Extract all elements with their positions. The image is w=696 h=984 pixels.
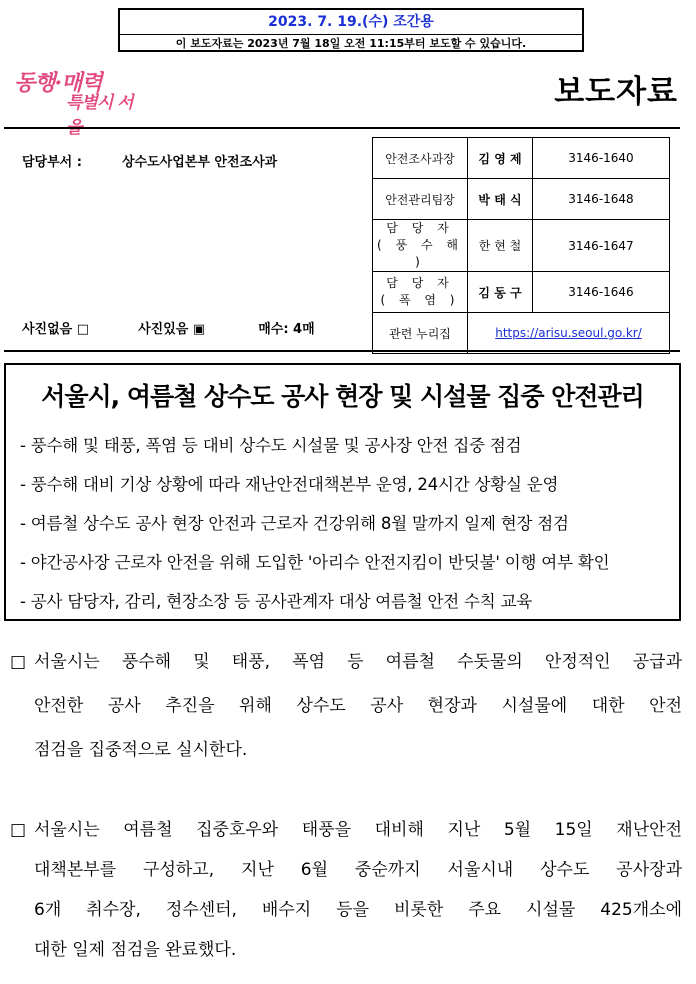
contact-name: 김 동 구 — [468, 272, 533, 313]
headline: 서울시, 여름철 상수도 공사 현장 및 시설물 집중 안전관리 — [41, 382, 644, 411]
logo-line-1: 동행·매력 — [14, 70, 102, 96]
summary-bullet: - 여름철 상수도 공사 현장 안전과 근로자 건강위해 8월 말까지 일제 현장 점검 — [20, 514, 569, 533]
paragraph-line: 서울시는 풍수해 및 태풍, 폭염 등 여름철 수돗물의 안정적인 공급과 — [34, 652, 682, 672]
embargo-date: 2023. 7. 19.(수) 조간용 — [120, 10, 582, 35]
contact-phone: 3146-1640 — [533, 138, 670, 179]
contact-role: 안전조사과장 — [373, 138, 468, 179]
paragraph-marker: □ — [10, 820, 27, 840]
website-row — [373, 313, 670, 354]
paragraph-line: 대책본부를 구성하고, 지난 6월 중순까지 서울시내 상수도 공사장과 — [34, 860, 682, 880]
summary-bullet: - 야간공사장 근로자 안전을 위해 도입한 '아리수 안전지킴이 반딧불' 이행 여부 확인 — [20, 553, 610, 572]
contact-role: 안전관리팀장 — [373, 179, 468, 220]
seoul-logo — [14, 66, 144, 138]
body-paragraph — [10, 640, 682, 780]
website-cell — [468, 313, 670, 354]
logo-line-2: 특별시 서울 — [66, 93, 133, 138]
paragraph-line: 안전한 공사 추진을 위해 상수도 공사 현장과 시설물에 대한 안전 — [34, 696, 682, 716]
paragraph-marker: □ — [10, 652, 27, 672]
contact-row — [373, 220, 670, 272]
summary-bullet: - 풍수해 및 태풍, 폭염 등 대비 상수도 시설물 및 공사장 안전 집중 점검 — [20, 436, 522, 455]
department-value: 상수도사업본부 안전조사과 — [122, 155, 278, 170]
department-label: 담당부서 : — [22, 155, 82, 170]
contact-row — [373, 179, 670, 220]
body-paragraph — [10, 808, 682, 984]
photo-yes: 사진있음 ▣ — [138, 322, 206, 337]
contact-role: 담 당 자 ( 폭 염 ) — [373, 272, 468, 313]
embargo-notice: 이 보도자료는 2023년 7월 18일 오전 11:15부터 보도할 수 있습니다. — [175, 37, 527, 50]
website-label: 관련 누리집 — [373, 313, 468, 354]
contact-name: 한 현 철 — [468, 220, 533, 272]
contact-name: 박 태 식 — [468, 179, 533, 220]
contact-table — [372, 137, 670, 354]
embargo-box — [118, 8, 584, 52]
contact-role: 담 당 자 ( 풍 수 해 ) — [373, 220, 468, 272]
photo-none: 사진없음 □ — [22, 322, 90, 337]
divider-middle — [4, 350, 680, 352]
paragraph-line: 서울시는 여름철 집중호우와 태풍을 대비해 지난 5월 15일 재난안전 — [34, 820, 682, 840]
paragraph-line: 점검을 집중적으로 실시한다. — [34, 740, 248, 760]
paragraph-line: 대한 일제 점검을 완료했다. — [34, 940, 237, 960]
press-release-title: 보도자료 — [554, 74, 678, 110]
contact-row — [373, 138, 670, 179]
contact-phone: 3146-1646 — [533, 272, 670, 313]
contact-phone: 3146-1648 — [533, 179, 670, 220]
divider-top — [4, 127, 680, 129]
contact-name: 김 영 제 — [468, 138, 533, 179]
summary-bullet: - 공사 담당자, 감리, 현장소장 등 공사관계자 대상 여름철 안전 수칙 교육 — [20, 592, 533, 611]
paragraph-line: 6개 취수장, 정수센터, 배수지 등을 비롯한 주요 시설물 425개소에 — [34, 900, 682, 920]
photo-info — [22, 318, 315, 337]
website-link[interactable]: https://arisu.seoul.go.kr/ — [495, 326, 642, 340]
photo-count: 매수: 4매 — [258, 322, 315, 337]
headline-box — [4, 363, 681, 621]
contact-row — [373, 272, 670, 313]
summary-bullet: - 풍수해 대비 기상 상황에 따라 재난안전대책본부 운영, 24시간 상황실 운영 — [20, 475, 559, 494]
contact-phone: 3146-1647 — [533, 220, 670, 272]
